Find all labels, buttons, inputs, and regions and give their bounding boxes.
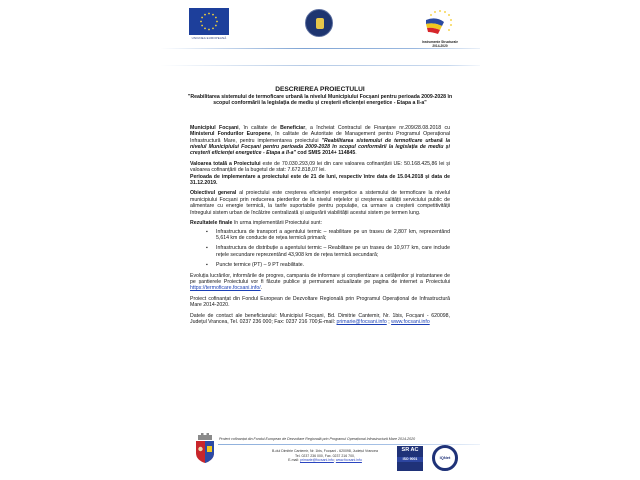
page-title: DESCRIEREA PROIECTULUI — [275, 86, 365, 93]
value-label: Valoarea totală a Proiectului — [190, 160, 261, 167]
intro-paragraph — [190, 125, 450, 157]
results-list — [190, 229, 450, 269]
romanian-government-seal-icon — [305, 9, 333, 37]
results-label: Rezultatele finale — [190, 220, 233, 227]
project-subtitle: "Reabilitarea sistemului de termoficare urbană la nivelul Municipiului Focșani pentru perioada 2009-2028 în scopul conformării la legislația de mediu și creșterii eficienței energetice - Etapa a II-a" — [187, 94, 453, 107]
intro-text-3: , în calitate de Autoritate de Management pentru Programul Operațional Infrastructură Mare, pentru implementarea proiectului — [190, 131, 450, 144]
contact-website-link[interactable]: www.focsani.info — [391, 318, 430, 325]
ministry-name: Ministerul Fondurilor Europene — [190, 131, 271, 138]
period-paragraph — [190, 174, 450, 187]
footer-contact-line — [250, 458, 400, 463]
results-paragraph — [190, 220, 450, 226]
beneficiary-name: Municipiul Focșani — [190, 124, 239, 131]
cofinance-paragraph: Proiect cofinanțat din Fondul European de Dezvoltare Regională prin Programul Operațional de Infrastructură Mare 2014-2020. — [190, 295, 450, 309]
iqnet-label: IQNet — [439, 455, 451, 460]
project-website-link[interactable]: https://termoficare.focsani.info/ — [190, 285, 261, 292]
footer-address-line1: B-dul Dimitrie Cantemir, Nr. 1bis, Focșani - 620098, Județul Vrancea — [272, 449, 378, 453]
value-text: este de 70.030.293,09 lei din care valoarea cofinanțării UE: 50.168.425,86 lei și valoarea cofinanțării de la bugetul de stat: 7.672.818,07 lei. — [190, 160, 450, 174]
footer-email-label: E-mail: — [288, 458, 300, 463]
results-text: în urma implementării Proiectului sunt: — [232, 220, 323, 227]
is-caption-line1: Instrumente Structurale — [422, 40, 458, 44]
intro-text-2: , a încheiat Contractul de Finanțare nr.209/28.08.2018 cu — [305, 124, 450, 131]
objective-label: Obiectivul general — [190, 190, 237, 197]
list-item: ▪ Puncte termice (PT) – 9 PT reabilitate. — [206, 262, 450, 268]
eu-logo-caption: UNIUNEA EUROPEANĂ — [191, 36, 227, 40]
list-item: ▪ Infrastructura de distribuție a agentului termic – Reabilitare pe un traseu de 10,977 km, care include rețele secundare reprezentând 43,908 km de rețea termică secundară; — [206, 245, 450, 258]
list-item: ▪ Infrastructura de transport a agentului termic – reabilitare pe un traseu de 2,807 km, reprezentând 5,614 km de conducte de rețea termică primară; — [206, 229, 450, 242]
footer-address — [250, 449, 400, 463]
footer-email-link[interactable]: primarie@focsani.info — [299, 458, 334, 463]
sr-badge-sub: ISO 9001 — [397, 457, 423, 462]
project-title-inline: "Reabilitarea sistemului de termoficare urbană la nivelul Municipiului Focșani pentru perioada 2009-2028 în scopul conformării la legislația de mediu și creșterii eficienței energetice - Etapa a II-a" — [190, 137, 450, 157]
contact-text: Datele de contact ale beneficiarului: Municipiul Focșani, Bd. Dimitrie Cantemir, Nr. 1bis, Focșani - 620098, Județul Vrancea, Tel. 0237 236 000; Fax: 0237 216 700;E-mail: — [190, 312, 450, 325]
footer-cofinance-note: Proiect cofinanțat din Fondul European de Dezvoltare Regională prin Programul Operațional Infrastructură Mare 2014-2020 — [219, 437, 416, 441]
is-caption-line2: 2014-2020 — [432, 44, 448, 48]
footer-website-link[interactable]: www.focsani.info — [335, 458, 362, 463]
evolution-paragraph — [190, 273, 450, 292]
contact-paragraph — [190, 313, 450, 326]
smis-code: cod SMIS 2014+ 114845 — [295, 150, 356, 157]
header-divider-secondary — [160, 65, 480, 66]
objective-text: al proiectului este creșterea eficienței energetice a sistemului de termoficare la nivelul municipiului Focșani prin reducerea pierderilor de la nivelul rețelelor și creșterea calității serviciului public de alimentare cu energie termică, la tarife suportabile pentru populație, ca urmare a creșterii competitivității întregului sistem urban de încălzire centralizată și asigurării viabilității acestui sistem pe termen lung. — [190, 190, 450, 216]
header-divider — [160, 48, 480, 49]
period-text: Perioada de implementare a proiectului este de 21 de luni, respectiv între data de 15.04.2018 și data de 31.12.2019. — [190, 173, 450, 187]
structural-instruments-logo-icon — [420, 8, 460, 40]
intro-text-end: . — [355, 150, 357, 157]
evolution-text: Evoluția lucrărilor, informările de progres, campania de informare și conștientizare a cetățenilor și instantanee de pe șantierele Proiectului vor fi făcute publice și permanent actualizate pe pagina de internet a Proiectului — [190, 272, 450, 285]
sr-badge-label: SR AC — [401, 447, 419, 453]
document-body — [187, 86, 453, 329]
srac-iso-9001-icon — [397, 446, 423, 471]
focsani-coat-of-arms-icon — [194, 433, 216, 463]
intro-text-1: , în calitate de — [238, 124, 281, 131]
contact-email-link[interactable]: primarie@focsani.info — [336, 318, 387, 325]
contact-separator: ; — [386, 318, 392, 325]
objective-paragraph — [190, 190, 450, 216]
iqnet-icon — [432, 445, 458, 471]
structural-instruments-caption — [412, 40, 468, 48]
evolution-end: . — [260, 285, 263, 292]
eu-flag-icon — [189, 8, 229, 35]
footer-separator: ; — [333, 458, 336, 463]
value-paragraph — [190, 161, 450, 174]
beneficiary-role: Beneficiar — [280, 124, 306, 131]
footer-address-line2: Tel. 0237 236 000, Fax. 0237 216 700, — [295, 453, 355, 458]
